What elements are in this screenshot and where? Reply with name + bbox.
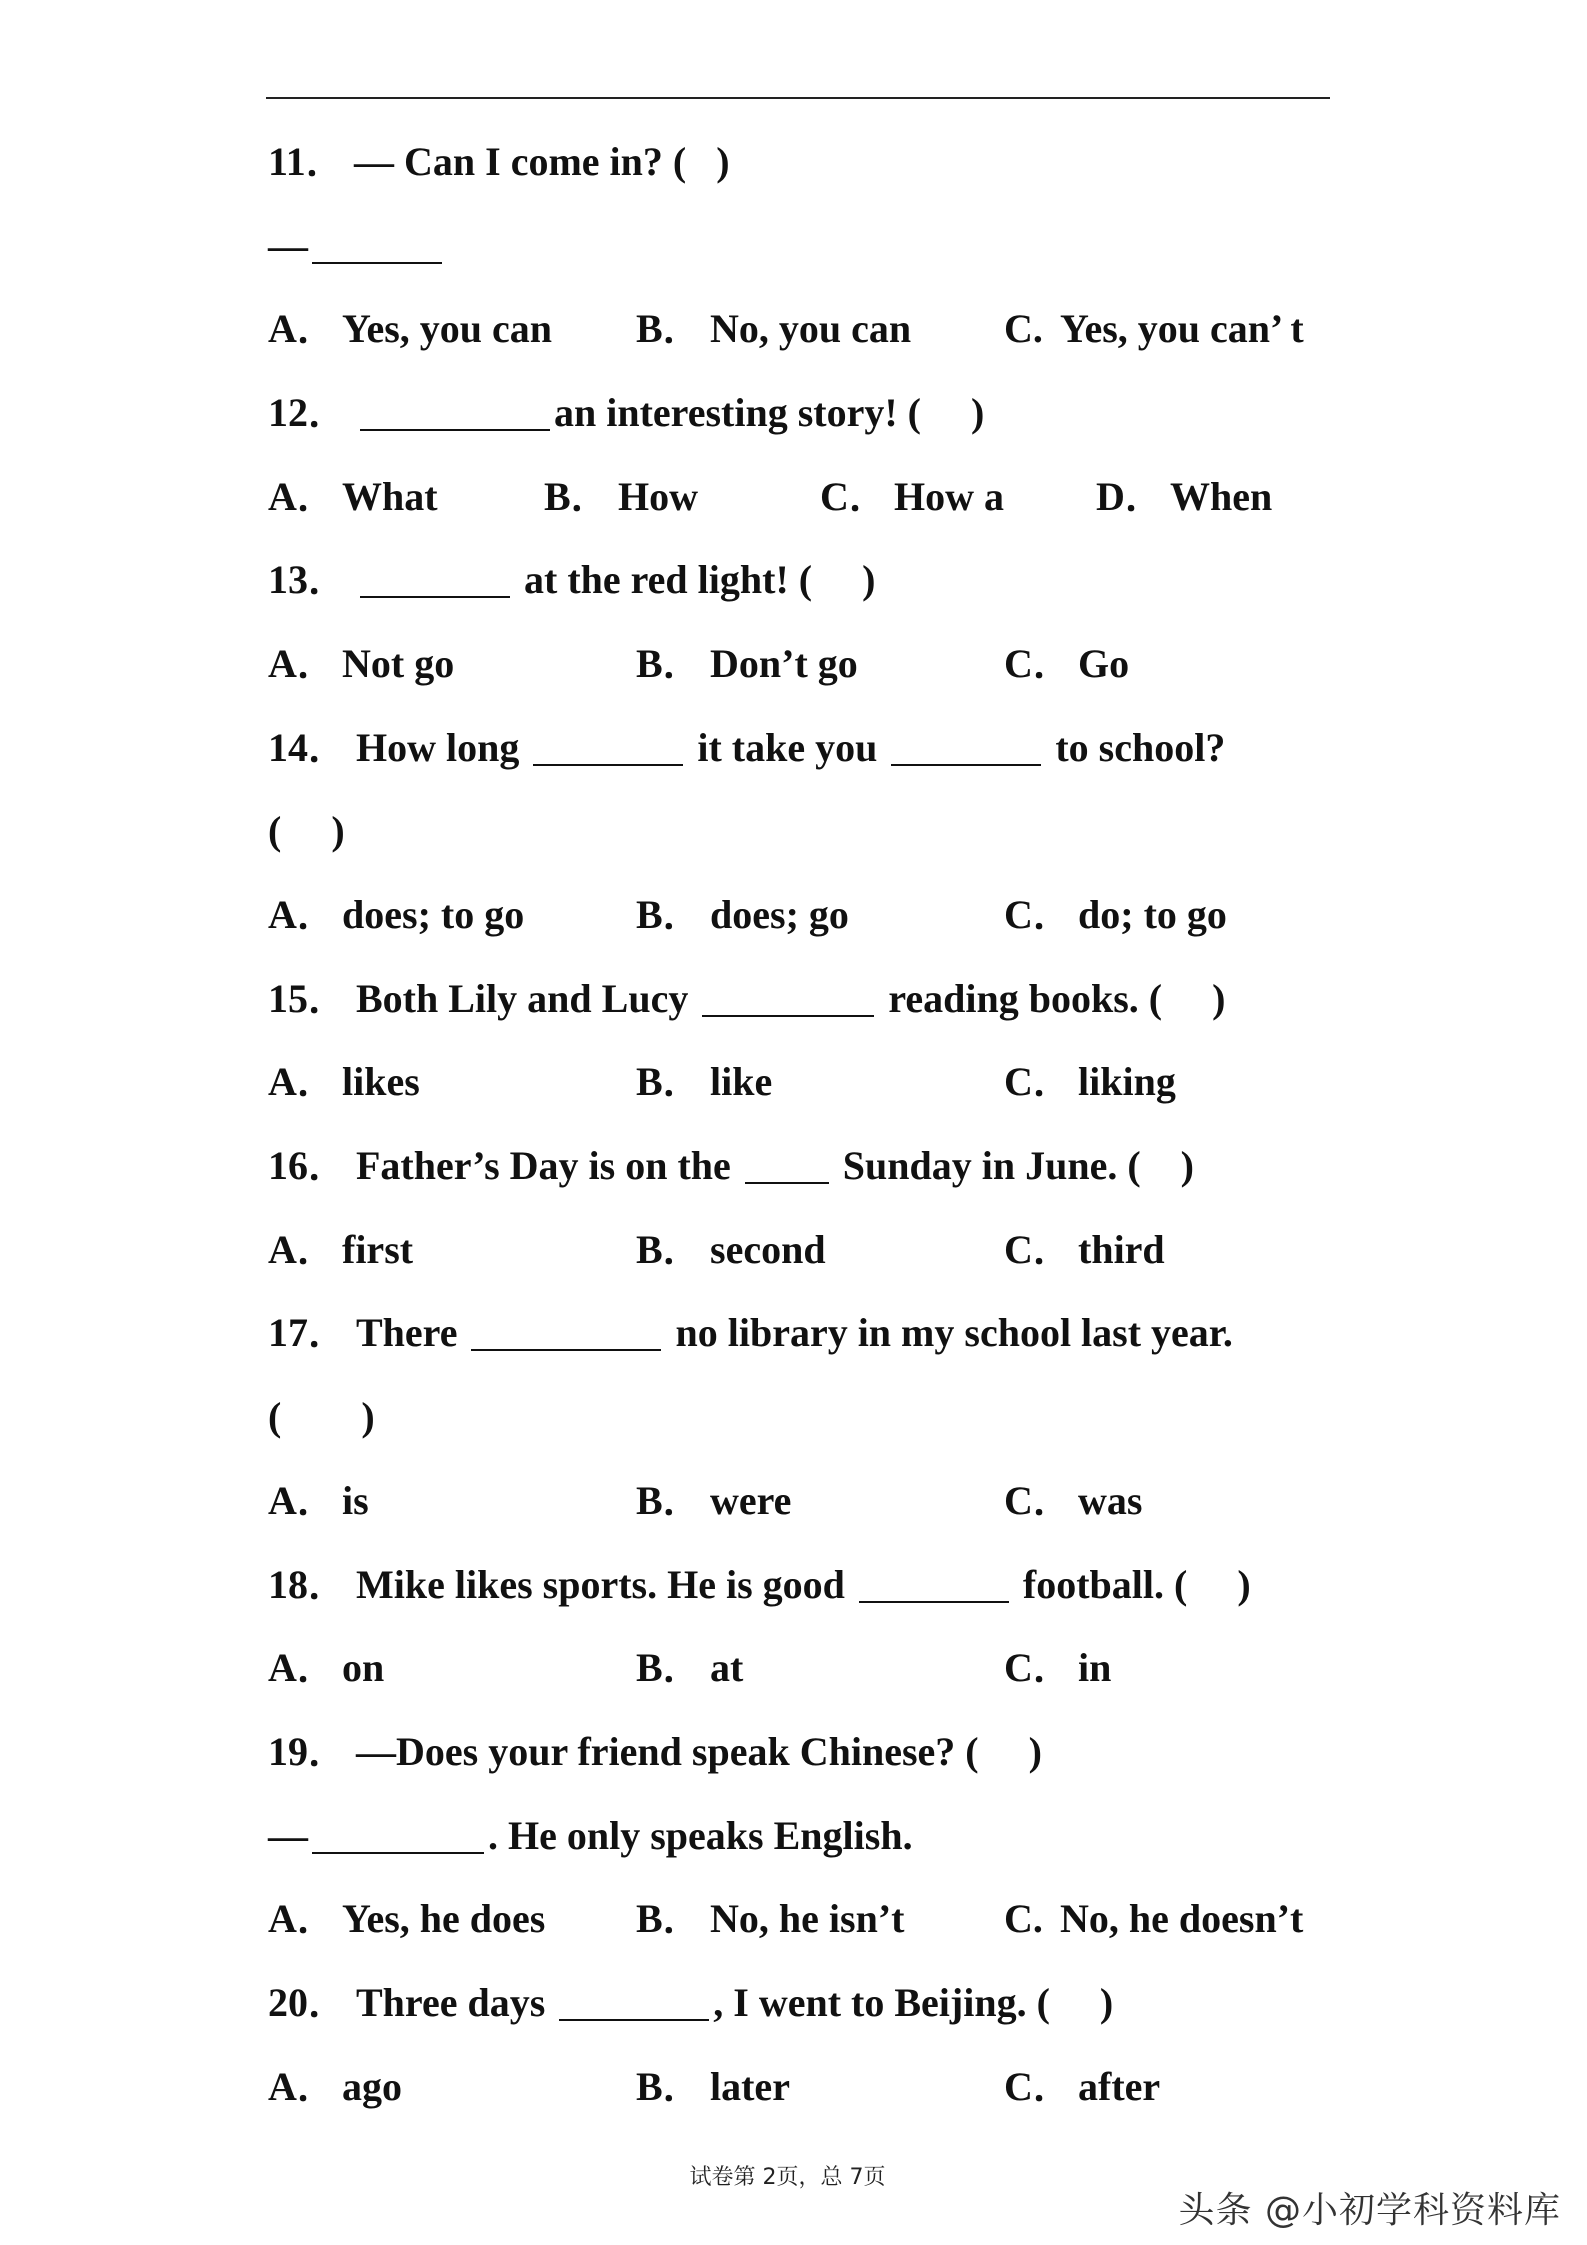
option-b[interactable] [636,1059,773,1105]
question-number: 11． [268,138,346,184]
option-letter: C． [1004,1645,1073,1691]
question-stem [268,1710,1338,1794]
question-text: How long [356,724,530,770]
option-text: does; to go [342,892,525,938]
question-text: There [356,1310,468,1356]
options-row [268,455,1338,539]
question-text: — Can I come in? ( [354,138,687,184]
option-a[interactable] [268,640,455,686]
option-letter: C． [820,473,889,519]
option-b[interactable] [636,1645,744,1691]
option-c[interactable] [1004,1645,1112,1691]
options-row [268,1208,1338,1292]
option-b[interactable] [636,892,849,938]
answer-blank[interactable] [360,395,550,431]
answer-blank[interactable] [312,228,442,264]
answer-blank[interactable] [471,1315,661,1351]
option-letter: C． [1004,1226,1073,1272]
question-text: —Does your friend speak Chinese? ( ) [356,1728,1042,1774]
option-text: do; to go [1078,892,1227,938]
question-text: . He only speaks English. [488,1812,913,1858]
question-continuation [268,790,1338,874]
option-letter: B． [636,1059,703,1105]
options-row [268,873,1338,957]
question-stem [268,371,1338,455]
options-row [268,287,1338,371]
option-letter: D． [1096,473,1165,519]
answer-blank[interactable] [559,1985,709,2021]
option-text: No, he isn’t [710,1896,905,1942]
question-number: 20． [268,1979,348,2025]
option-text: No, he doesn’t [1060,1896,1304,1942]
option-letter: A． [268,1477,337,1523]
option-letter: A． [268,306,337,352]
question-text: — [268,1812,308,1858]
options-row [268,1041,1338,1125]
option-c[interactable] [1004,1226,1165,1272]
option-text: Not go [342,640,455,686]
option-a[interactable] [268,1896,546,1942]
option-letter: A． [268,892,337,938]
top-rule [266,97,1330,99]
question-text: — [268,222,308,268]
question-continuation [268,1375,1338,1459]
question-text: Both Lily and Lucy [356,975,699,1021]
question-text: reading books. ( ) [878,975,1226,1021]
question-list [268,120,1338,2129]
question-number: 16． [268,1143,348,1189]
option-letter: B． [544,473,611,519]
option-a[interactable] [268,1059,420,1105]
option-letter: B． [636,1477,703,1523]
option-text: later [710,2063,790,2109]
answer-blank[interactable] [859,1567,1009,1603]
option-b[interactable] [636,1896,905,1942]
options-row [268,1877,1338,1961]
option-c[interactable] [1004,640,1130,686]
answer-paren[interactable]: ) [686,138,730,184]
option-letter: C． [1004,640,1073,686]
option-b[interactable] [636,1477,792,1523]
option-letter: A． [268,1059,337,1105]
option-text: liking [1078,1059,1176,1105]
option-text: does; go [710,892,849,938]
option-c[interactable] [1004,1059,1176,1105]
option-c[interactable] [1004,1896,1304,1942]
option-letter: B． [636,640,703,686]
option-letter: C. [1004,306,1043,352]
option-letter: C. [1004,1896,1043,1942]
question-number: 14． [268,724,348,770]
option-a[interactable] [268,1645,385,1691]
option-letter: B． [636,2063,703,2109]
question-stem [268,1292,1338,1376]
question-stem [268,538,1338,622]
question-number: 13． [268,557,348,603]
options-row [268,2045,1338,2129]
question-text: Mike likes sports. He is good [356,1561,855,1607]
question-continuation [268,204,1338,288]
option-text: on [342,1645,385,1691]
option-text: third [1078,1226,1165,1272]
question-text: , I went to Beijing. ( ) [713,1979,1114,2025]
option-text: likes [342,1059,420,1105]
option-c[interactable] [1004,1477,1143,1523]
option-text: Go [1078,640,1130,686]
option-text: Don’t go [710,640,858,686]
question-text: no library in my school last year. [665,1310,1233,1356]
option-text: after [1078,2063,1161,2109]
option-text: at [710,1645,744,1691]
option-letter: A． [268,473,337,519]
option-text: How [618,473,698,519]
option-letter: B． [636,1896,703,1942]
question-text: ( ) [268,1394,375,1440]
option-letter: C． [1004,892,1073,938]
question-text: ( ) [268,808,345,854]
page-footer: 试卷第 2页，总 7页 [689,2165,886,2190]
option-text: Yes, you can’ t [1060,306,1304,352]
question-stem [268,120,1338,204]
option-b[interactable] [636,1226,826,1272]
answer-blank[interactable] [891,730,1041,766]
watermark: 头条 @小初学科资料库 [1178,2190,1561,2231]
question-text: football. ( ) [1012,1561,1251,1607]
question-stem [268,1124,1338,1208]
option-letter: B． [636,1226,703,1272]
option-c[interactable] [1004,2063,1161,2109]
question-number: 15． [268,975,348,1021]
question-number: 19． [268,1728,348,1774]
option-text: was [1078,1477,1143,1523]
options-row [268,1626,1338,1710]
option-text: Yes, he does [342,1896,546,1942]
option-b[interactable] [544,473,698,519]
option-letter: C． [1004,1059,1073,1105]
option-a[interactable] [268,1226,414,1272]
option-text: No, you can [710,306,912,352]
option-b[interactable] [636,2063,790,2109]
option-text: in [1078,1645,1112,1691]
question-stem [268,957,1338,1041]
option-text: When [1170,473,1273,519]
option-text: What [342,473,438,519]
question-text: it take you [687,724,888,770]
option-text: ago [342,2063,402,2109]
option-a[interactable] [268,473,438,519]
question-text: Sunday in June. ( ) [832,1143,1194,1189]
question-stem [268,1961,1338,2045]
answer-blank[interactable] [533,730,683,766]
option-text: like [710,1059,773,1105]
question-text: Father’s Day is on the [356,1143,741,1189]
option-d[interactable] [1096,473,1273,519]
question-number: 12． [268,389,348,435]
question-stem [268,1543,1338,1627]
question-text: to school? [1045,724,1226,770]
question-number: 18． [268,1561,348,1607]
option-a[interactable] [268,1477,369,1523]
question-text: at the red light! ( ) [514,557,876,603]
option-letter: C． [1004,2063,1073,2109]
option-text: How a [894,473,1004,519]
option-a[interactable] [268,2063,402,2109]
answer-blank[interactable] [360,562,510,598]
option-a[interactable] [268,306,553,352]
question-number: 17． [268,1310,348,1356]
options-row [268,1459,1338,1543]
option-c[interactable] [1004,892,1227,938]
option-a[interactable] [268,892,525,938]
option-b[interactable] [636,306,912,352]
option-text: Yes, you can [342,306,553,352]
question-text: an interesting story! ( ) [554,389,985,435]
question-stem [268,706,1338,790]
option-b[interactable] [636,640,858,686]
option-letter: A． [268,1226,337,1272]
option-c[interactable] [820,473,1004,519]
option-text: is [342,1477,369,1523]
option-letter: A． [268,1896,337,1942]
option-text: first [342,1226,414,1272]
option-letter: B． [636,306,703,352]
option-letter: B． [636,1645,703,1691]
option-letter: C． [1004,1477,1073,1523]
option-letter: B． [636,892,703,938]
option-letter: A． [268,2063,337,2109]
options-row [268,622,1338,706]
question-text: Three days [356,1979,556,2025]
option-letter: A． [268,640,337,686]
answer-blank[interactable] [702,981,874,1017]
option-text: were [710,1477,792,1523]
option-letter: A． [268,1645,337,1691]
answer-blank[interactable] [312,1818,484,1854]
option-c[interactable] [1004,306,1304,352]
option-text: second [710,1226,826,1272]
question-continuation [268,1794,1338,1878]
answer-blank[interactable] [745,1148,829,1184]
